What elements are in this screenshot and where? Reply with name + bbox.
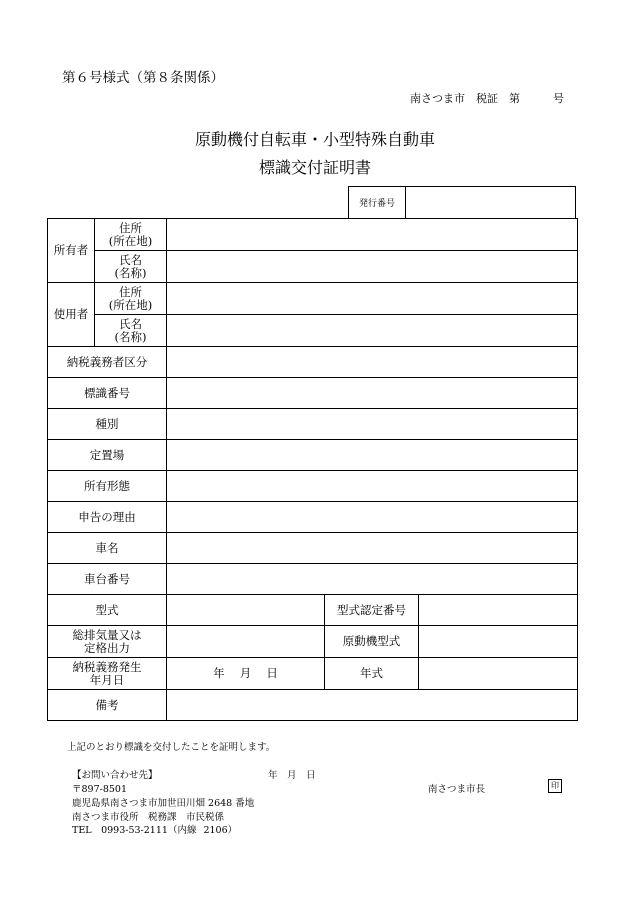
taxpayer-class-field[interactable]	[167, 347, 578, 378]
model-year-label: 年式	[325, 658, 419, 690]
reason-field[interactable]	[167, 502, 578, 533]
page-subtitle: 標識交付証明書	[258, 158, 371, 177]
issue-number-box	[348, 186, 576, 218]
engine-model-field[interactable]	[419, 626, 578, 658]
model-field[interactable]	[167, 595, 325, 626]
chassis-number-field[interactable]	[167, 564, 578, 595]
certificate-table	[47, 218, 578, 721]
seal-mark: 印	[548, 779, 562, 793]
model-cert-field[interactable]	[419, 595, 578, 626]
chassis-number-label: 車台番号	[48, 564, 167, 595]
owner-name-field[interactable]	[167, 251, 578, 283]
displacement-label: 総排気量又は 定格出力	[48, 626, 167, 658]
page-title: 原動機付自転車・小型特殊自動車	[194, 130, 435, 149]
owner-address-label: 住所 (所在地)	[95, 219, 167, 251]
user-address-label: 住所 (所在地)	[95, 283, 167, 315]
storage-label: 定置場	[48, 440, 167, 471]
certification-text: 上記のとおり標識を交付したことを証明します。	[67, 742, 276, 753]
remarks-field[interactable]	[167, 690, 578, 721]
contact-office: 南さつま市役所 税務課 市民税係	[72, 812, 225, 823]
model-label: 型式	[48, 595, 167, 626]
user-label: 使用者	[48, 283, 95, 347]
ownership-field[interactable]	[167, 471, 578, 502]
contact-postal: 〒897-8501	[72, 784, 128, 795]
contact-heading: 【お問い合わせ先】	[72, 770, 158, 781]
storage-field[interactable]	[167, 440, 578, 471]
tax-date-field[interactable]: 年 月 日	[167, 658, 325, 690]
tax-certificate-number: 南さつま市 税証 第 号	[410, 92, 564, 105]
model-cert-label: 型式認定番号	[325, 595, 419, 626]
user-address-field[interactable]	[167, 283, 578, 315]
taxpayer-class-label: 納税義務者区分	[48, 347, 167, 378]
ownership-label: 所有形態	[48, 471, 167, 502]
type-label: 種別	[48, 409, 167, 440]
issue-date: 年 月 日	[268, 770, 316, 781]
owner-address-field[interactable]	[167, 219, 578, 251]
owner-name-label: 氏名 (名称)	[95, 251, 167, 283]
user-name-label: 氏名 (名称)	[95, 315, 167, 347]
issue-number-label: 発行番号	[349, 187, 406, 218]
remarks-label: 備考	[48, 690, 167, 721]
model-year-field[interactable]	[419, 658, 578, 690]
plate-number-field[interactable]	[167, 378, 578, 409]
tax-date-label: 納税義務発生 年月日	[48, 658, 167, 690]
reason-label: 申告の理由	[48, 502, 167, 533]
vehicle-name-label: 車名	[48, 533, 167, 564]
mayor-title: 南さつま市長	[428, 784, 486, 795]
displacement-field[interactable]	[167, 626, 325, 658]
contact-tel: TEL 0993-53-2111（内線 2106）	[72, 825, 238, 836]
vehicle-name-field[interactable]	[167, 533, 578, 564]
engine-model-label: 原動機型式	[325, 626, 419, 658]
contact-address: 鹿児島県南さつま市加世田川畑 2648 番地	[72, 798, 255, 809]
form-number: 第６号様式（第８条関係）	[62, 70, 224, 86]
owner-label: 所有者	[48, 219, 95, 283]
plate-number-label: 標識番号	[48, 378, 167, 409]
user-name-field[interactable]	[167, 315, 578, 347]
type-field[interactable]	[167, 409, 578, 440]
